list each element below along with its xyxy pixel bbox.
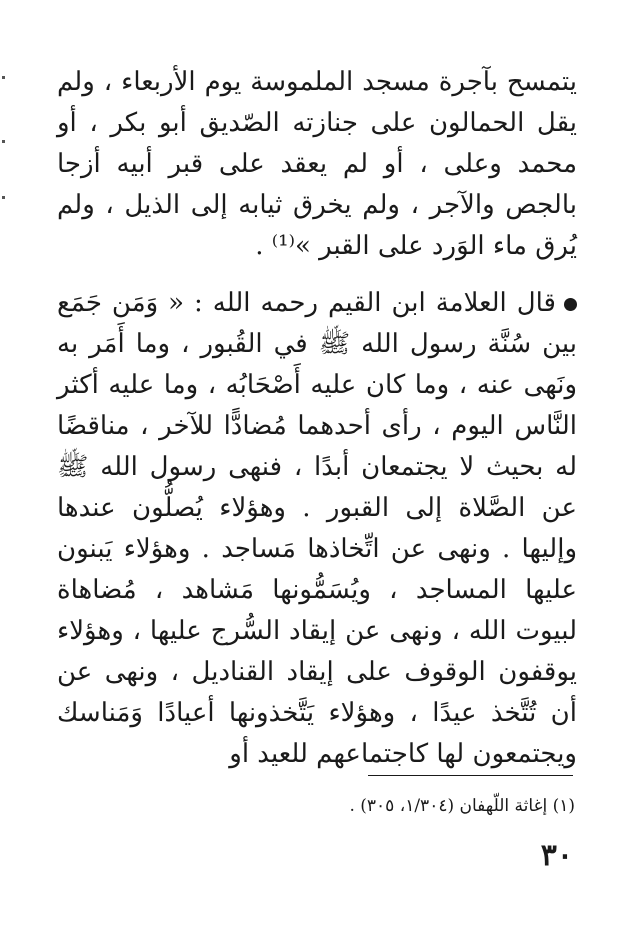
margin-mark-top (2, 76, 5, 79)
paragraph1-text: يتمسح بآجرة مسجد الملموسة يوم الأربعاء ، ولم يقل الحمالون على جنازته الصّديق أبو بكر ، أو محمد وعلى ، أو لم يعقد على قبر أبيه أزجا بالجص والآجر ، ولم يخرق ثيابه إلى الذيل ، ولم يُرق ماء الوَرد على القبر »⁽¹⁾ . (57, 67, 577, 261)
paragraph-continuation (57, 62, 577, 267)
margin-mark-middle (2, 140, 5, 143)
paragraph2-text: قال العلامة ابن القيم رحمه الله : « وَمَن جَمَع بين سُنَّة رسول الله ﷺ في القُبور ، وما أَمَر به ونَهى عنه ، وما كان عليه أَصْحَابُه ، وما عليه أكثر النَّاس اليوم ، رأى أحدهما مُضادًّا للآخر ، مناقضًا له بحيث لا يجتمعان أبدًا ، فنهى رسول الله ﷺ عن الصَّلاة إلى القبور . وهؤلاء يُصلُّون عندها وإليها . ونهى عن اتِّخاذها مَساجد . وهؤلاء يَبنون عليها المساجد ، ويُسَمُّونها مَشاهد ، مُضاهاة لبيوت الله ، ونهى عن إيقاد السُّرج عليها ، وهؤلاء يوقفون الوقوف على إيقاد القناديل ، ونهى عن أن تُتَّخذ عيدًا ، وهؤلاء يَتَّخذونها أعيادًا وَمَناسك ويجتمعون لها كاجتماعهم للعيد أو (57, 288, 577, 769)
footnote-text: (١) إغاثة اللّهفان (١/٣٠٤، ٣٠٥) . (349, 796, 575, 816)
paragraph-quote (57, 283, 577, 775)
bullet-icon (564, 298, 577, 311)
footnote (55, 793, 575, 819)
page-number: ٣٠ (540, 838, 573, 873)
margin-mark-lower (2, 196, 5, 199)
footnote-divider (368, 775, 573, 776)
